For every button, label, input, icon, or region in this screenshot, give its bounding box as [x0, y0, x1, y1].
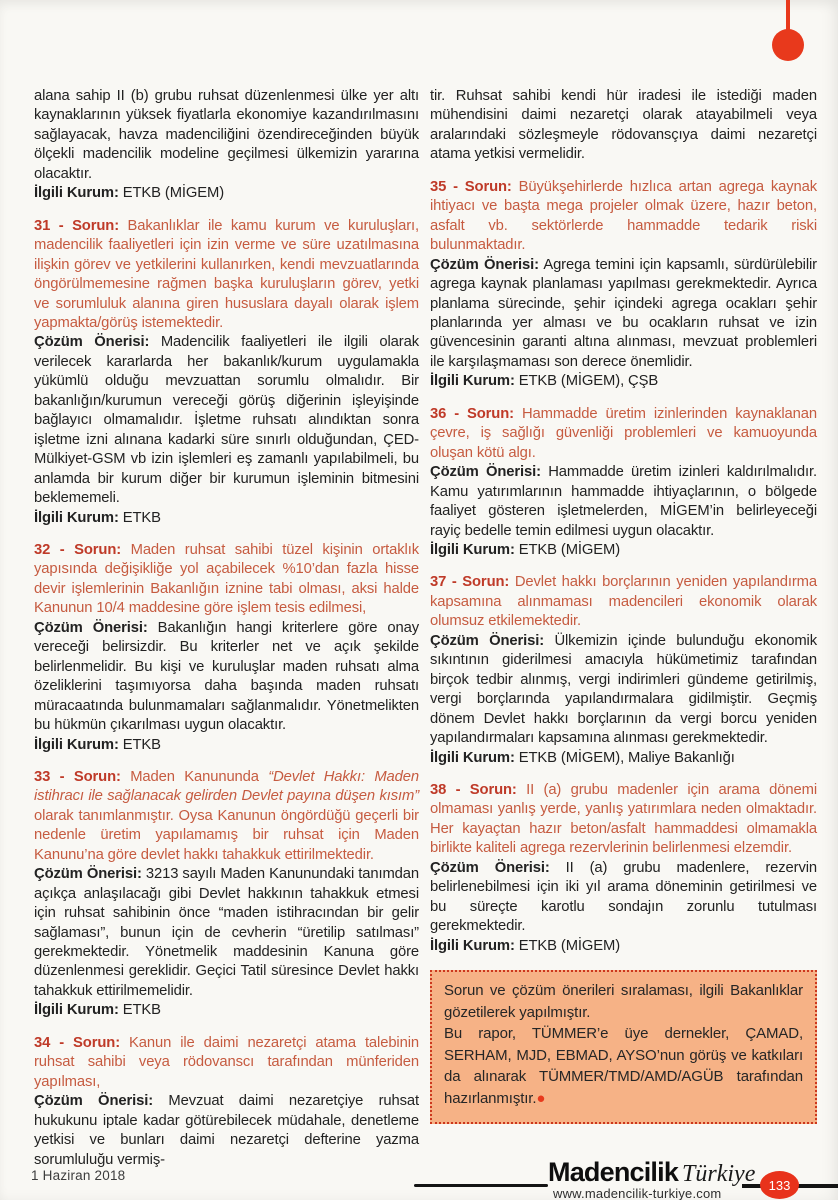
related-institution-label: İlgili Kurum: [34, 185, 119, 202]
section-31 [34, 217, 419, 528]
problem-text: Kanun ile daimi nezaretçi atama talebinin ruhsat sahibi veya rödovanscı tarafından münferiden yapılması, [34, 1034, 419, 1090]
solution-text: Mevzuat daimi nezaretçiye ruhsat hukukunu iptale kadar götürebilecek müdahale, denetleme yetkisi ve bunları daimi nezaretçi defterine yazma sorumluluğu vermiş- [34, 1093, 420, 1168]
problem-paragraph [430, 781, 817, 859]
problem-label: 34 - Sorun: [34, 1034, 120, 1051]
problem-paragraph [430, 405, 817, 463]
problem-text: Bakanlıklar ile kamu kurum ve kuruluşları, madencilik faaliyetleri için izin verme ve süre uzatılmasına ilişkin görev ve yetkilerini kullanırken, kendi mevzuatlarında öngörülmemesine rağmen başka kuruluşların görev, yetki ve sorumluluk alanına giren hususlara dayalı olarak işlem yapmakta/görüş istemektedir. [34, 217, 419, 331]
solution-paragraph [430, 463, 817, 541]
section-33 [34, 768, 419, 1021]
problem-paragraph [430, 573, 817, 631]
note-box-line: Bu rapor, TÜMMER’e üye dernekler, ÇAMAD, SERHAM, MJD, EBMAD, AYSO’nun görüş ve katkıları da alınarak TÜMMER/TMD/AMD/AGÜB tarafından hazırlanmıştır.● [444, 1025, 803, 1107]
solution-label: Çözüm Önerisi: [34, 619, 148, 636]
related-institution-value: ETKB (MİGEM), ÇŞB [514, 373, 659, 390]
solution-paragraph [34, 1092, 419, 1170]
section-35 [430, 178, 817, 392]
solution-label: Çözüm Önerisi: [34, 1093, 154, 1110]
problem-label: 38 - Sorun: [430, 781, 517, 798]
section-32 [34, 541, 419, 755]
related-institution-line [34, 509, 419, 528]
solution-text: Ülkemizin içinde bulunduğu ekonomik sıkıntının giderilmesi amacıyla hükümetimiz tarafından birçok tedbir alınmış, vergi indirimleri gündeme getirilmiş, vergi borçlarında yapılandırmalara gidilmiştir. Geçmiş dönem Devlet hakkı borçlarının da vergi borcu yeniden yapılandırmaları kapsamına alınması gerekmektedir. [430, 632, 817, 747]
related-institution-label: İlgili Kurum: [430, 373, 515, 390]
problem-label: 31 - Sorun: [34, 217, 120, 234]
page-marker-stem [786, 0, 790, 32]
problem-label: 36 - Sorun: [430, 405, 514, 422]
related-institution-value: ETKB (MİGEM), Maliye Bakanlığı [514, 749, 735, 766]
solution-label: Çözüm Önerisi: [430, 256, 539, 273]
left-column [34, 87, 419, 1170]
solution-paragraph [34, 865, 419, 1001]
related-institution-value: ETKB [118, 736, 161, 753]
body-paragraph: tir. Ruhsat sahibi kendi hür iradesi ile istediği maden mühendisini daimi nezaretçi olarak atayabilmeli veya aralarındaki sözleşmeyle rödovansçıya daimi nezaretçi atama yetkisi vermelidir. [430, 88, 817, 163]
problem-label: 32 - Sorun: [34, 541, 122, 558]
footer-rule-left [414, 1184, 548, 1187]
problem-text: Maden ruhsat sahibi tüzel kişinin ortaklık yapısında değişikliğe yol açabilecek %10’dan fazla hisse devir işlemlerinin Bakanlığın iznine tabi olması, aksi halde Kanunun 10/4 maddesine göre işlem tesis edilmesi, [34, 541, 419, 617]
related-institution-line [430, 541, 817, 560]
solution-text: Hammadde üretim izinleri kaldırılmalıdır. Kamu yatırımlarının hammadde ihtiyaçlarının, o bölgede faaliyet gösteren işletmelerden, MİGEM’in belirleyeceği rayiç bedelle temin edilmesi uygun olacaktır. [430, 464, 818, 539]
problem-text: II (a) grubu madenler için arama dönemi olmaması yanlış yerde, yanlış yatırımlara neden olmaktadır. Her kayaçtan hazır beton/asfalt hammaddesi olmamakla birlikte kaliteli agrega rezervlerinin belirlenmesi elzemdir. [430, 781, 817, 857]
related-institution-line [34, 184, 419, 203]
problem-label: 33 - Sorun: [34, 768, 121, 785]
page-marker-dot-icon [772, 29, 804, 61]
related-institution-label: İlgili Kurum: [34, 1002, 119, 1019]
logo-accent-text: Türkiye [682, 1161, 756, 1187]
solution-paragraph [34, 619, 419, 736]
section-36 [430, 405, 817, 561]
issue-date: 1 Haziran 2018 [31, 1168, 126, 1183]
end-bullet-icon: ● [536, 1090, 546, 1107]
solution-paragraph [34, 333, 419, 508]
related-institution-line [430, 749, 817, 768]
related-institution-label: İlgili Kurum: [430, 541, 515, 558]
related-institution-value: ETKB (MİGEM) [118, 185, 225, 202]
note-box-line: Sorun ve çözüm önerileri sıralaması, ilgili Bakanlıklar gözetilerek yapılmıştır. [444, 982, 803, 1021]
solution-label: Çözüm Önerisi: [34, 866, 142, 883]
solution-paragraph [430, 256, 817, 373]
solution-paragraph [430, 632, 817, 749]
solution-label: Çözüm Önerisi: [430, 464, 541, 481]
problem-text: olarak tanımlanmıştır. Oysa Kanunun öngördüğü geçerli bir nedenle üretim yapılamamış bir ruhsat için Maden Kanunu’na göre devlet hakkı tahakkuk ettirilmektedir. [34, 807, 419, 863]
section-37 [430, 573, 817, 768]
solution-paragraph [430, 859, 817, 937]
solution-text: Bakanlığın hangi kriterlere göre onay vereceği belirsizdir. Bu kriterler net ve açık şekilde belirlenmelidir. Bu kişi ve kuruluşlar maden ruhsatı alma özeliklerini taşımıyorsa daha başında maden ruhsatı müracaatında bulunmamaları sağlanmalıdır. Yönetmelikten bu hükmün çıkarılması uygun olacaktır. [34, 619, 419, 734]
solution-label: Çözüm Önerisi: [34, 334, 150, 351]
solution-text: Agrega temini için kapsamlı, sürdürülebilir agrega kaynak planlaması yapılması gerekmektedir. Ayrıca planlama sürecinde, şehir içindeki agrega ocakları şehir planlarında yer alması ve bu ocakların ruhsat ve izin güvencesinin garanti altına alınması, mevzuat problemleri ile karşılaşmaması son derece önemlidir. [430, 256, 817, 370]
related-institution-label: İlgili Kurum: [34, 509, 119, 526]
problem-text: Hammadde üretim izinlerinden kaynaklanan çevre, iş sağlığı güvenliği problemleri ve kamuoyunda oluşan kötü algı. [430, 405, 817, 461]
problem-label: 35 - Sorun: [430, 178, 512, 195]
section-34 [34, 1034, 419, 1170]
related-institution-line [34, 1001, 419, 1020]
problem-text: Maden Kanununda [130, 768, 269, 785]
magazine-logo [548, 1157, 755, 1188]
section-38 [430, 781, 817, 956]
problem-paragraph [430, 178, 817, 256]
related-institution-value: ETKB [118, 509, 161, 526]
related-institution-label: İlgili Kurum: [430, 937, 515, 954]
related-institution-value: ETKB (MİGEM) [514, 937, 621, 954]
problem-text: “Devlet Hakkı: Maden istihracı ile sağlanacak gelirden Devlet payına düşen kısım” [34, 768, 419, 805]
problem-paragraph [34, 541, 419, 619]
problem-label: 37 - Sorun: [430, 574, 510, 591]
solution-text: II (a) grubu madenlere, rezervin belirlenebilmesi için iki yıl arama döneminin getirilmesi ve bu süreçte karotlu sondajın zorunlu tutulması gerekmektedir. [430, 859, 817, 935]
related-institution-line [34, 736, 419, 755]
related-institution-line [430, 372, 817, 391]
problem-paragraph [34, 217, 419, 334]
note-box [430, 970, 817, 1124]
solution-text: 3213 sayılı Maden Kanunundaki tanımdan açıkça anlaşılacağı gibi Devlet hakkının tahakkuk etmesi için ruhsat sahibinin önce “maden istihracından bir gelir sağlaması”, bunun için de cevherin “üretilip satılması” gerekmektedir. Yönetmelik maddesinin Kanuna göre düzenlenmesi gereklidir. Geçici Tatil süresince Devlet hakkı tahakkuk ettirilmemelidir. [34, 866, 419, 999]
body-paragraph: alana sahip II (b) grubu ruhsat düzenlenmesi ülke yer altı kaynaklarının yüksek fiyatlarla ekonomiye kazandırılmasını sağlayacak, havza madenciliğini özendireceğinden büyük ölçekli madencilik modeline geçilmesi ülkemizin yararına olacaktır. [34, 88, 419, 182]
related-institution-value: ETKB [118, 1002, 161, 1019]
logo-main-text: Madencilik [548, 1157, 679, 1187]
related-institution-label: İlgili Kurum: [34, 736, 119, 753]
problem-paragraph [34, 1034, 419, 1092]
solution-text: Madencilik faaliyetleri ile ilgili olarak verilecek kararlarda her bakanlık/kurum uygulamakla yükümlü olduğu mevzuattan sorumlu olmalıdır. Bir bakanlığın/kurumun vereceği görüş diğerinin işleyişinde bağlayıcı olmamalıdır. İşletme ruhsatı alındıktan sonra işletme izni alınana kadarki süre sınırlı olduğundan, ÇED-Mülkiyet-GSM vb izin işlemleri eş zamanlı yapılabilmeli, bu anlamda bir kurum diğer bir kurumun işleminin bitmesini beklememeli. [34, 334, 419, 507]
magazine-url: www.madencilik-turkiye.com [553, 1186, 722, 1200]
problem-text: Devlet hakkı borçlarının yeniden yapılandırma kapsamına alınmaması madencileri ekonomik olarak olumsuz etkilemektedir. [430, 574, 817, 630]
related-institution-line [430, 937, 817, 956]
problem-text: Büyükşehirlerde hızlıca artan agrega kaynak ihtiyacı ve başta mega projeler olmak üzere, hazır beton, asfalt vb. sektörlerde hammadde tedarik riski bulunmaktadır. [430, 178, 817, 254]
related-institution-label: İlgili Kurum: [430, 749, 515, 766]
related-institution-value: ETKB (MİGEM) [514, 541, 621, 558]
solution-label: Çözüm Önerisi: [430, 632, 545, 649]
page-number-badge: 133 [760, 1171, 799, 1199]
problem-paragraph [34, 768, 419, 865]
right-column [430, 87, 817, 1124]
solution-label: Çözüm Önerisi: [430, 859, 550, 876]
